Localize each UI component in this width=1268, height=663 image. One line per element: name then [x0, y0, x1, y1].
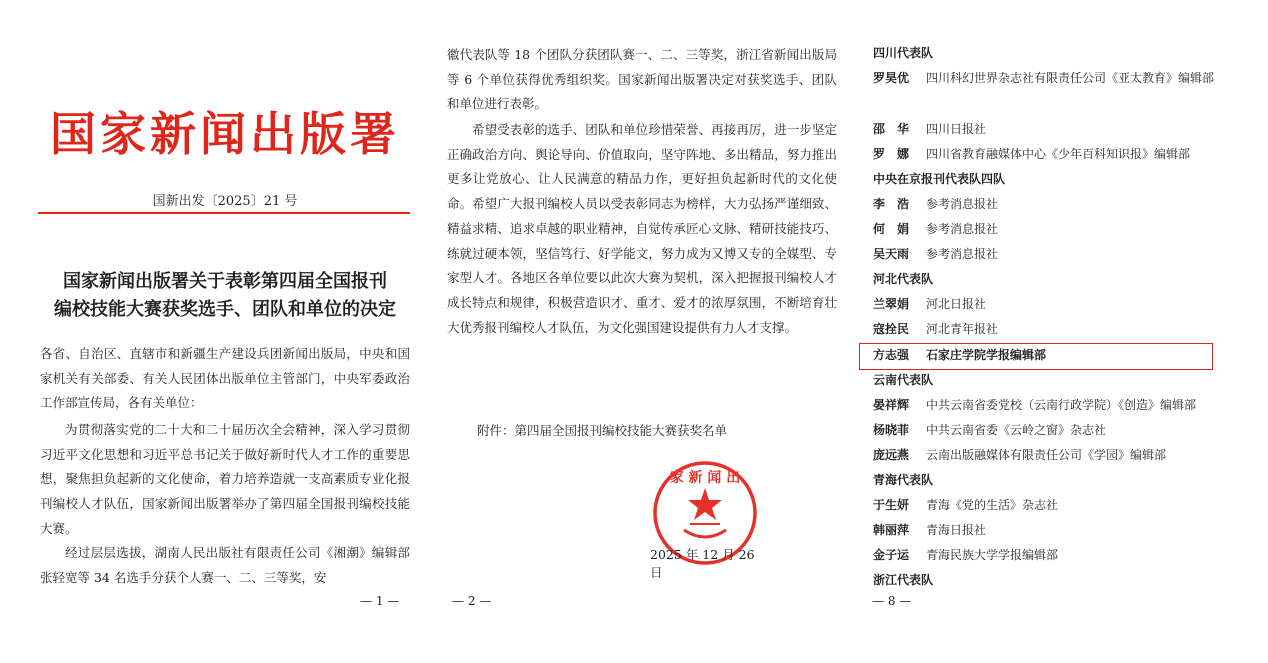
red-divider: [38, 212, 410, 214]
continuation-paragraph: 徽代表队等 18 个团队分获团队赛一、二、三等奖，浙江省新闻出版局等 6 个单位获得优秀组织奖。国家新闻出版署决定对获奖选手、团队和单位进行表彰。: [447, 47, 837, 112]
team-heading-qinghai: 青海代表队: [873, 473, 934, 487]
team-heading-hebei: 河北代表队: [873, 272, 934, 286]
page-number: — 8 —: [872, 594, 912, 608]
list-item: 何 娟 参考消息报社: [873, 222, 999, 236]
attachment-line: 附件：第四届全国报刊编校技能大赛获奖名单: [477, 423, 728, 438]
list-item: 吴天雨 参考消息报社: [873, 247, 999, 261]
document-number: 国新出发〔2025〕21 号: [152, 194, 298, 209]
list-item: 杨晓菲 中共云南省委《云岭之窗》杂志社: [873, 423, 1107, 437]
svg-text:家 新 闻 出: 家 新 闻 出: [669, 470, 741, 486]
issue-date: 2025 年 12 月 26 日: [650, 547, 755, 580]
document-page-2: [430, 0, 850, 663]
list-item: 寇拴民 河北青年报社: [873, 322, 999, 336]
list-item: 李 浩 参考消息报社: [873, 197, 999, 211]
list-item: 邵 华 四川日报社: [873, 122, 987, 136]
title-line-1: 国家新闻出版署关于表彰第四届全国报刊: [63, 271, 387, 292]
page-number: — 1 —: [360, 594, 400, 608]
body-paragraph-2: 经过层层选拔，湖南人民出版社有限责任公司《湘潮》编辑部张轻宽等 34 名选手分获个人赛一、二、三等奖，安: [40, 545, 410, 585]
team-heading-yunnan: 云南代表队: [873, 373, 934, 387]
list-item: 晏祥辉 中共云南省委党校（云南行政学院）《创造》编辑部: [873, 398, 1197, 412]
document-title: [40, 268, 410, 324]
list-item: 金子运 青海民族大学学报编辑部: [873, 548, 1059, 562]
list-item: 罗 娜 四川省教育融媒体中心《少年百科知识报》编辑部: [873, 147, 1191, 161]
team-heading-sichuan: 四川代表队: [873, 46, 934, 60]
masthead-title: 国家新闻出版署: [50, 107, 400, 161]
list-item: 庞远燕 云南出版融媒体有限责任公司《学园》编辑部: [873, 448, 1167, 462]
document-page-8: [850, 0, 1268, 663]
body-paragraph-1: 为贯彻落实党的二十大和二十届历次全会精神，深入学习贯彻习近平文化思想和习近平总书记关于做好新时代人才工作的重要思想，聚焦担负起新的文化使命，着力培养造就一支高素质专业化报刊编校人才队伍，国家新闻出版署举办了第四届全国报刊编校技能大赛。: [40, 422, 410, 536]
title-line-2: 编校技能大赛获奖选手、团队和单位的决定: [54, 299, 396, 320]
addressee-paragraph: 各省、自治区、直辖市和新疆生产建设兵团新闻出版局，中央和国家机关有关部委、有关人民团体出版单位主管部门，中央军委政治工作部宣传局，各有关单位：: [40, 346, 410, 411]
team-heading-zhejiang: 浙江代表队: [873, 573, 934, 587]
team-heading-central: 中央在京报刊代表队四队: [873, 172, 1006, 186]
highlighted-list-item: 方志强 石家庄学院学报编辑部: [873, 348, 1047, 362]
document-page-1: [0, 0, 430, 663]
list-item: 兰翠娟 河北日报社: [873, 297, 987, 311]
list-item: 罗昊优 四川科幻世界杂志社有限责任公司《亚太教育》编辑部: [873, 71, 1215, 85]
page-number: — 2 —: [452, 594, 492, 608]
list-item: 于生妍 青海《党的生活》杂志社: [873, 498, 1059, 512]
encouragement-paragraph: 希望受表彰的选手、团队和单位珍惜荣誉、再接再厉，进一步坚定正确政治方向、舆论导向、价值取向，坚守阵地、多出精品，努力推出更多让党放心、让人民满意的精品力作，更好担负起新时代的文化使命。希望广大报刊编校人员以受表彰同志为榜样，大力弘扬严谨细致、精益求精、追求卓越的职业精神，自觉传承匠心文脉、精研技能技巧、练就过硬本领，坚信笃行、好学能文，努力成为又博又专的全媒型、专家型人才。各地区各单位要以此次大赛为契机，深入把握报刊编校人才成长特点和规律，积极营造识才、重才、爱才的浓厚氛围，不断培育壮大优秀报刊编校人才队伍，为文化强国建设提供有力人才支撑。: [447, 122, 837, 335]
list-item: 韩丽萍 青海日报社: [873, 523, 987, 537]
